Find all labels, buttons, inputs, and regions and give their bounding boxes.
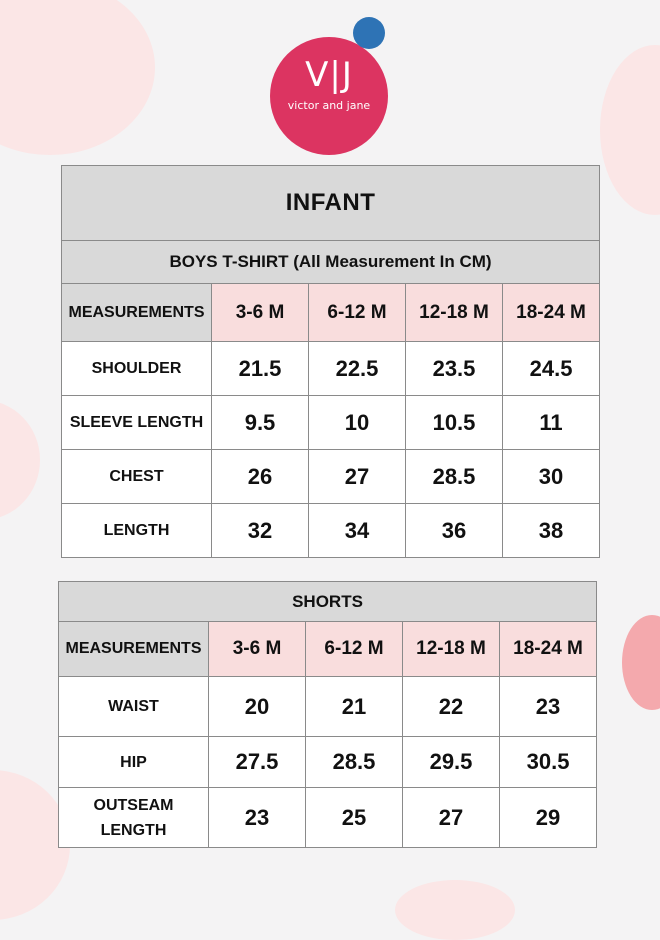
table-cell: 25 — [306, 788, 403, 848]
table-cell: 29.5 — [403, 737, 500, 788]
size-header: 3-6 M — [209, 622, 306, 677]
size-header: 3-6 M — [212, 284, 309, 342]
table-cell: 10 — [309, 396, 406, 450]
size-header: 12-18 M — [406, 284, 503, 342]
table-cell: 21.5 — [212, 342, 309, 396]
table-row — [62, 396, 600, 450]
measurements-header: MEASUREMENTS — [59, 622, 209, 677]
table-row — [62, 450, 600, 504]
background-blob-top-right — [600, 45, 660, 215]
tshirt-size-table — [61, 165, 600, 558]
size-header: 6-12 M — [309, 284, 406, 342]
table-cell: 28.5 — [306, 737, 403, 788]
row-label: CHEST — [62, 450, 212, 504]
table-row — [59, 677, 597, 737]
table-cell: 9.5 — [212, 396, 309, 450]
row-label — [59, 788, 209, 848]
table-cell: 22 — [403, 677, 500, 737]
row-label: WAIST — [59, 677, 209, 737]
size-header: 18-24 M — [500, 622, 597, 677]
row-label-line: OUTSEAM — [93, 796, 174, 814]
table-cell: 27 — [403, 788, 500, 848]
background-blob-bottom — [395, 880, 515, 940]
brand-logo — [270, 17, 390, 142]
table-cell: 23.5 — [406, 342, 503, 396]
table-cell: 38 — [503, 504, 600, 558]
table-cell: 23 — [209, 788, 306, 848]
table-cell: 32 — [212, 504, 309, 558]
table-cell: 23 — [500, 677, 597, 737]
table-cell: 34 — [309, 504, 406, 558]
row-label: LENGTH — [62, 504, 212, 558]
background-blob-right-edge — [622, 615, 660, 710]
table-cell: 27 — [309, 450, 406, 504]
shorts-size-table — [58, 581, 597, 848]
measurements-header: MEASUREMENTS — [62, 284, 212, 342]
table-cell: 26 — [212, 450, 309, 504]
logo-mark: V|J — [305, 55, 353, 95]
size-header: 12-18 M — [403, 622, 500, 677]
chart-title: INFANT — [62, 166, 600, 241]
row-label-line: LENGTH — [100, 821, 167, 839]
table-cell: 11 — [503, 396, 600, 450]
shorts-section-title: SHORTS — [59, 582, 597, 622]
table-cell: 24.5 — [503, 342, 600, 396]
table-cell: 30.5 — [500, 737, 597, 788]
table-row — [62, 342, 600, 396]
tshirt-section-title: BOYS T-SHIRT (All Measurement In CM) — [62, 241, 600, 284]
row-label: SLEEVE LENGTH — [62, 396, 212, 450]
size-header: 6-12 M — [306, 622, 403, 677]
table-cell: 27.5 — [209, 737, 306, 788]
logo-dot — [353, 17, 385, 49]
table-cell: 22.5 — [309, 342, 406, 396]
table-cell: 20 — [209, 677, 306, 737]
table-cell: 29 — [500, 788, 597, 848]
size-header: 18-24 M — [503, 284, 600, 342]
table-cell: 30 — [503, 450, 600, 504]
row-label: HIP — [59, 737, 209, 788]
background-blob-top-left — [0, 0, 155, 155]
logo-brand-name: victor and jane — [287, 99, 371, 112]
background-blob-mid-left — [0, 400, 40, 520]
table-row — [59, 788, 597, 848]
table-cell: 10.5 — [406, 396, 503, 450]
table-cell: 21 — [306, 677, 403, 737]
table-cell: 36 — [406, 504, 503, 558]
table-row — [59, 737, 597, 788]
table-cell: 28.5 — [406, 450, 503, 504]
table-row — [62, 504, 600, 558]
row-label: SHOULDER — [62, 342, 212, 396]
